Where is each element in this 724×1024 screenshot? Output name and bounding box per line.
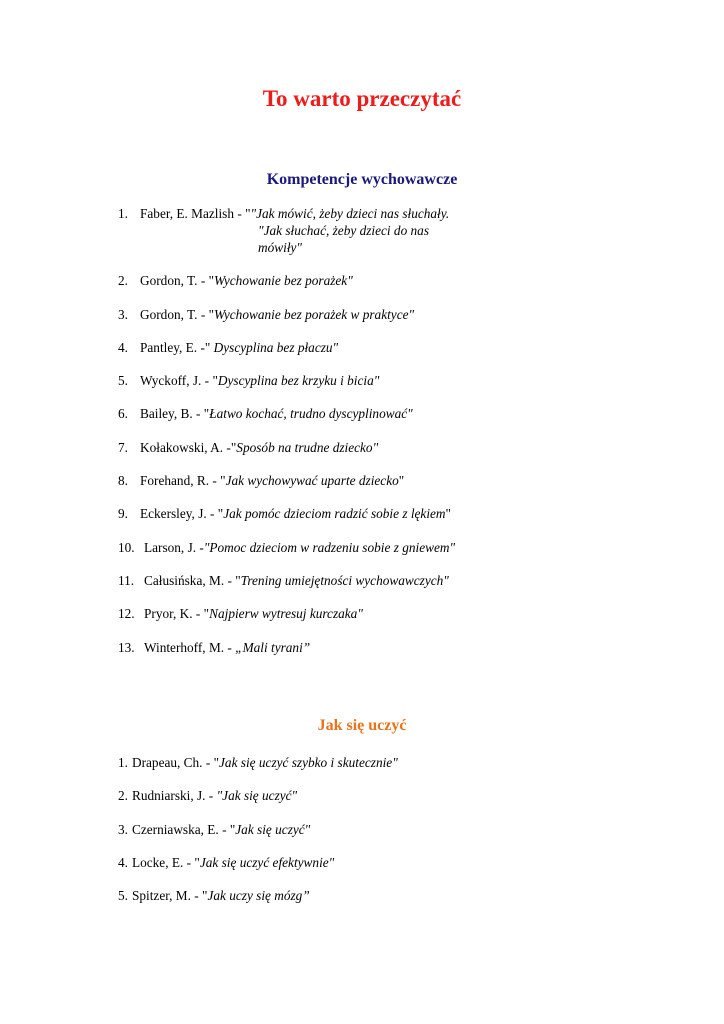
item-author: Wyckoff, J. - [140,373,213,389]
item-book-title: Dyscyplina bez płaczu" [210,339,339,355]
list-item [118,639,618,656]
item-author: Całusińska, M. - [144,572,236,588]
item-number: 12. [118,606,135,622]
item-number: 1. [118,206,128,221]
item-book-title: "Pomoc dzieciom w radzeniu sobie z gniewem" [203,539,456,555]
item-book-title: Najpierw wytresuj kurczaka" [209,606,363,622]
book-list-jak-sie-uczyc [118,754,618,920]
item-number: 4. [118,339,128,355]
item-number: 10. [118,539,135,555]
item-number: 7. [118,439,128,455]
item-author: Pryor, K. - [144,606,204,622]
item-book-title-cont: mówiły" [258,240,302,255]
section-heading-kompetencje: Kompetencje wychowawcze [266,171,458,188]
list-item [118,605,618,622]
book-list-kompetencje [118,205,618,672]
list-item [118,205,618,256]
item-pre: " [212,373,218,389]
item-book-title: Jak się uczyć" [235,821,311,837]
list-item [118,372,618,389]
item-pre: " [202,888,208,904]
item-author: Czerniawska, E. - [131,821,230,837]
item-book-title: "Jak mówić, żeby dzieci nas słuchały. [250,206,450,221]
item-pre: " [213,755,220,770]
list-item [118,272,618,289]
list-item [118,572,618,589]
item-pre: " [194,854,200,870]
item-author: Spitzer, M. - [131,888,202,904]
list-item [118,787,618,804]
item-author: Faber, E. Mazlish - [140,206,246,221]
page-title: To warto przeczytać [262,86,462,111]
item-number: 5. [118,888,128,904]
item-pre: " [235,572,241,588]
item-number: 6. [118,406,128,422]
item-author: Pantley, E. - [140,339,205,355]
item-pre: " [203,406,210,422]
item-author: Rudniarski, J. - [131,788,217,804]
list-item [118,472,618,489]
list-item [118,539,618,556]
item-number: 5. [118,373,128,389]
item-author: Locke, E. - [131,854,195,870]
item-book-title: Trening umiejętności wychowawczych" [240,572,449,588]
list-item [118,821,618,838]
item-number: 1. [118,755,128,770]
item-author: Eckersley, J. - [140,506,218,522]
item-author: Larson, J. - [144,539,204,555]
item-pre: " [229,821,236,837]
list-item [118,306,618,323]
item-pre: " [208,306,215,322]
item-author: Gordon, T. - [140,273,209,289]
item-book-title: Wychowanie bez porażek w praktyce" [214,306,415,322]
section-heading-jak-sie-uczyc: Jak się uczyć [317,717,407,734]
item-author: Gordon, T. - [140,306,209,322]
list-item [118,339,618,356]
list-item [118,439,618,456]
item-pre: " [208,273,215,289]
item-book-title: "Jak się uczyć" [216,788,298,804]
item-book-title: Wychowanie bez porażek" [214,273,353,289]
list-item [118,505,618,522]
item-number: 11. [118,572,135,588]
item-pre: " [217,506,224,522]
item-post: " [445,506,451,522]
item-post: " [398,473,405,489]
item-author: Drapeau, Ch. - [131,755,214,770]
item-pre: " [203,606,210,622]
item-author: Kołakowski, A. - [140,439,231,455]
list-item [118,854,618,871]
item-pre: " [220,473,226,489]
item-book-title: Dyscyplina bez krzyku i bicia" [217,373,380,389]
item-number: 2. [118,273,128,289]
list-item [118,405,618,422]
item-author: Forehand, R. - [140,473,221,489]
item-book-title: „Mali tyrani” [235,639,311,655]
item-number: 4. [118,854,128,870]
item-book-title: Jak się uczyć efektywnie" [199,854,335,870]
list-item [118,887,618,904]
item-book-title-cont: "Jak słuchać, żeby dzieci do nas [258,223,430,238]
item-number: 3. [118,306,128,322]
item-book-title: Jak wychowywać uparte dziecko [225,473,399,489]
item-book-title: Jak się uczyć szybko i skutecznie" [219,755,398,770]
item-book-title: Jak pomóc dzieciom radzić sobie z lękiem [223,506,446,522]
item-number: 2. [118,788,128,804]
item-number: 13. [118,639,135,655]
item-quote: " [245,206,251,221]
item-author: Winterhoff, M. - [144,639,236,655]
item-number: 8. [118,473,128,489]
list-item [118,754,618,771]
item-book-title: Sposób na trudne dziecko" [236,439,379,455]
item-book-title: Łatwo kochać, trudno dyscyplinować" [209,406,413,422]
item-book-title: Jak uczy się mózg” [207,888,310,904]
item-pre: " [204,339,211,355]
item-number: 9. [118,506,128,522]
item-author: Bailey, B. - [140,406,204,422]
item-number: 3. [118,821,128,837]
item-pre: " [230,439,237,455]
